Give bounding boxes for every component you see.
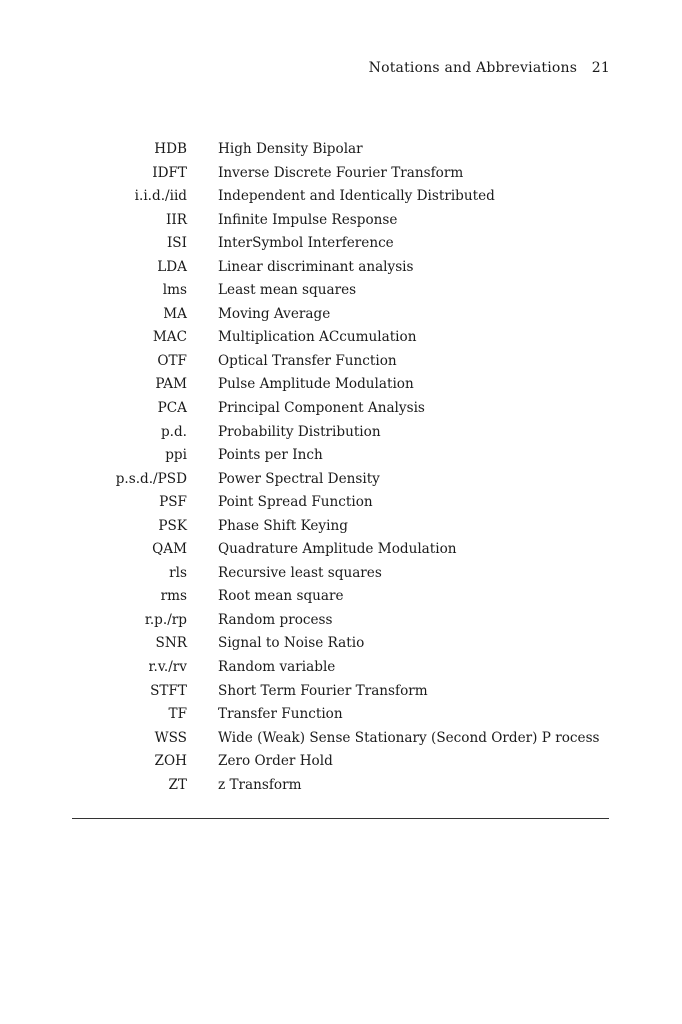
abbreviation-definition: Random variable — [218, 659, 336, 676]
abbreviation-term: rls — [169, 564, 187, 581]
abbreviation-term: OTF — [157, 352, 187, 369]
page-number: 21 — [591, 60, 610, 76]
abbreviation-definition: Probability Distribution — [218, 423, 381, 440]
abbreviation-row — [0, 538, 682, 562]
abbreviation-row — [0, 750, 682, 774]
abbreviation-list — [0, 138, 682, 797]
abbreviation-term: LDA — [157, 258, 187, 275]
abbreviation-row — [0, 232, 682, 256]
running-head-title: Notations and Abbreviations — [368, 60, 578, 76]
abbreviation-definition: InterSymbol Interference — [218, 235, 394, 252]
abbreviation-term: ZOH — [154, 753, 187, 770]
abbreviation-row — [0, 138, 682, 162]
abbreviation-definition: Points per Inch — [218, 447, 323, 464]
abbreviation-definition: Linear discriminant analysis — [218, 258, 414, 275]
abbreviation-row — [0, 444, 682, 468]
bottom-rule — [72, 818, 609, 819]
abbreviation-definition: z Transform — [218, 776, 302, 793]
abbreviation-term: p.d. — [160, 423, 187, 440]
abbreviation-term: IDFT — [152, 164, 187, 181]
abbreviation-definition: Wide (Weak) Sense Stationary (Second Order) P rocess — [218, 729, 600, 746]
abbreviation-term: WSS — [154, 729, 187, 746]
abbreviation-definition: Independent and Identically Distributed — [218, 188, 495, 205]
abbreviation-row — [0, 421, 682, 445]
abbreviation-definition: Recursive least squares — [218, 564, 382, 581]
abbreviation-term: i.i.d./iid — [134, 188, 187, 205]
abbreviation-definition: Point Spread Function — [218, 494, 373, 511]
abbreviation-row — [0, 350, 682, 374]
abbreviation-term: r.v./rv — [148, 659, 187, 676]
abbreviation-term: PCA — [157, 400, 187, 417]
abbreviation-row — [0, 326, 682, 350]
abbreviation-definition: Pulse Amplitude Modulation — [218, 376, 414, 393]
abbreviation-row — [0, 256, 682, 280]
abbreviation-definition: Principal Component Analysis — [218, 400, 425, 417]
abbreviation-term: lms — [162, 282, 187, 299]
abbreviation-row — [0, 562, 682, 586]
abbreviation-definition: Phase Shift Keying — [218, 517, 348, 534]
abbreviation-row — [0, 303, 682, 327]
running-head — [369, 60, 610, 76]
abbreviation-term: p.s.d./PSD — [115, 470, 187, 487]
abbreviation-definition: Power Spectral Density — [218, 470, 380, 487]
abbreviation-term: MAC — [152, 329, 187, 346]
abbreviation-row — [0, 515, 682, 539]
abbreviation-row — [0, 491, 682, 515]
abbreviation-row — [0, 656, 682, 680]
abbreviation-row — [0, 680, 682, 704]
abbreviation-row — [0, 397, 682, 421]
abbreviation-term: PSK — [158, 517, 187, 534]
abbreviation-row — [0, 373, 682, 397]
abbreviation-definition: Zero Order Hold — [218, 753, 333, 770]
abbreviation-definition: Short Term Fourier Transform — [218, 682, 428, 699]
abbreviation-term: QAM — [152, 541, 187, 558]
abbreviation-term: HDB — [154, 141, 187, 157]
abbreviation-term: SNR — [155, 635, 187, 652]
abbreviation-row — [0, 609, 682, 633]
abbreviation-term: MA — [163, 305, 187, 322]
abbreviation-term: ZT — [168, 776, 187, 793]
abbreviation-term: PSF — [159, 494, 187, 511]
abbreviation-term: TF — [168, 706, 187, 723]
abbreviation-term: PAM — [155, 376, 187, 393]
abbreviation-term: ISI — [166, 235, 187, 252]
abbreviation-definition: Least mean squares — [218, 282, 357, 299]
abbreviation-definition: High Density Bipolar — [218, 141, 363, 157]
abbreviation-definition: Multiplication ACcumulation — [218, 329, 417, 346]
abbreviation-row — [0, 162, 682, 186]
abbreviation-row — [0, 632, 682, 656]
abbreviation-term: ppi — [165, 447, 187, 464]
abbreviation-row — [0, 774, 682, 798]
abbreviation-definition: Transfer Function — [218, 706, 343, 723]
abbreviation-row — [0, 585, 682, 609]
abbreviation-term: IIR — [166, 211, 187, 228]
abbreviation-term: STFT — [150, 682, 187, 699]
abbreviation-row — [0, 703, 682, 727]
abbreviation-row — [0, 468, 682, 492]
abbreviation-definition: Infinite Impulse Response — [218, 211, 398, 228]
abbreviation-row — [0, 185, 682, 209]
abbreviation-definition: Moving Average — [218, 305, 331, 322]
abbreviation-row — [0, 279, 682, 303]
abbreviation-row — [0, 209, 682, 233]
abbreviation-definition: Optical Transfer Function — [218, 352, 397, 369]
abbreviation-definition: Signal to Noise Ratio — [218, 635, 365, 652]
abbreviation-definition: Root mean square — [218, 588, 344, 605]
abbreviation-row — [0, 727, 682, 751]
abbreviation-term: rms — [160, 588, 187, 605]
abbreviation-definition: Quadrature Amplitude Modulation — [218, 541, 457, 558]
abbreviation-definition: Inverse Discrete Fourier Transform — [218, 164, 464, 181]
abbreviation-term: r.p./rp — [144, 611, 187, 628]
abbreviation-definition: Random process — [218, 611, 333, 628]
